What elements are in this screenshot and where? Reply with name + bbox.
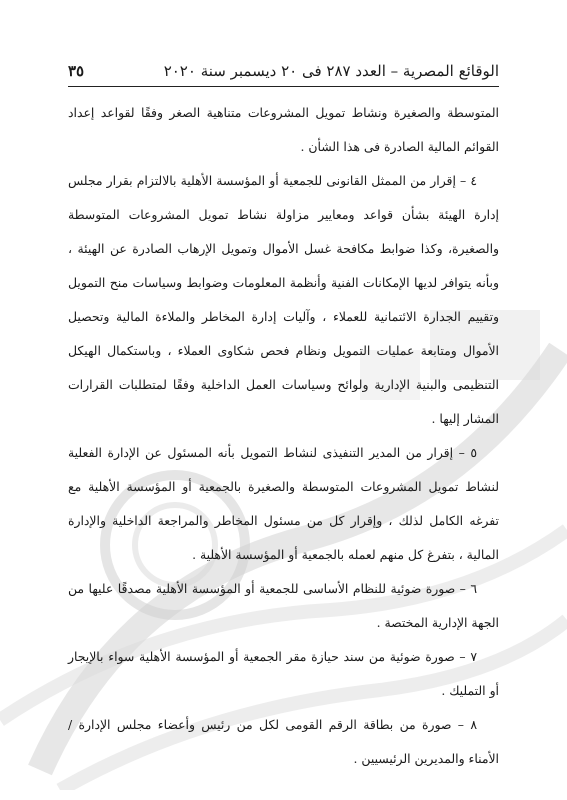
paragraph-item-8: ٨ – صورة من بطاقة الرقم القومى لكل من رئيس وأعضاء مجلس الإدارة / الأمناء والمديرين الرئيسيين .	[68, 717, 499, 766]
document-body	[68, 96, 499, 776]
paragraph-item-5: ٥ – إقرار من المدير التنفيذى لنشاط التمويل بأنه المسئول عن الإدارة الفعلية لنشاط تمويل المشروعات المتوسطة والصغيرة بالجمعية أو المؤسسة الأهلية مع تفرغه الكامل لذلك ، وإقرار كل من مسئول المخاطر والمراجعة الداخلية والإدارة المالية ، بتفرغ كل منهم لعمله بالجمعية أو المؤسسة الأهلية .	[68, 445, 499, 562]
paragraph-item-6: ٦ – صورة ضوئية للنظام الأساسى للجمعية أو المؤسسة الأهلية مصدقًا عليها من الجهة الإدارية المختصة .	[68, 581, 499, 630]
header-divider	[68, 86, 499, 87]
page-number: ٣٥	[68, 62, 85, 80]
paragraph-item-7: ٧ – صورة ضوئية من سند حيازة مقر الجمعية أو المؤسسة الأهلية سواء بالإيجار أو التمليك .	[68, 649, 499, 698]
paragraph-item-4: ٤ – إقرار من الممثل القانونى للجمعية أو المؤسسة الأهلية بالالتزام بقرار مجلس إدارة الهيئة بشأن قواعد ومعايير مزاولة نشاط تمويل المشروعات المتوسطة والصغيرة، وكذا ضوابط مكافحة غسل الأموال وتمويل الإرهاب الصادرة عن الهيئة ، وبأنه يتوافر لديها الإمكانات الفنية وأنظمة المعلومات وضوابط وسياسات منح التمويل وتقييم الجدارة الائتمانية للعملاء ، وآليات إدارة المخاطر والملاءة المالية وتحصيل الأموال ومتابعة عمليات التمويل ونظام فحص شكاوى العملاء ، وباستكمال الهيكل التنظيمى والبنية الإدارية ولوائح وسياسات العمل الداخلية وفقًا لمتطلبات القرارات المشار إليها .	[68, 173, 499, 426]
paragraph-continuation: المتوسطة والصغيرة ونشاط تمويل المشروعات متناهية الصغر وفقًا لقواعد إعداد القوائم المالية الصادرة فى هذا الشأن .	[68, 105, 499, 154]
page-header	[68, 58, 499, 84]
gazette-title: الوقائع المصرية – العدد ٢٨٧ فى ٢٠ ديسمبر سنة ٢٠٢٠	[163, 62, 499, 80]
